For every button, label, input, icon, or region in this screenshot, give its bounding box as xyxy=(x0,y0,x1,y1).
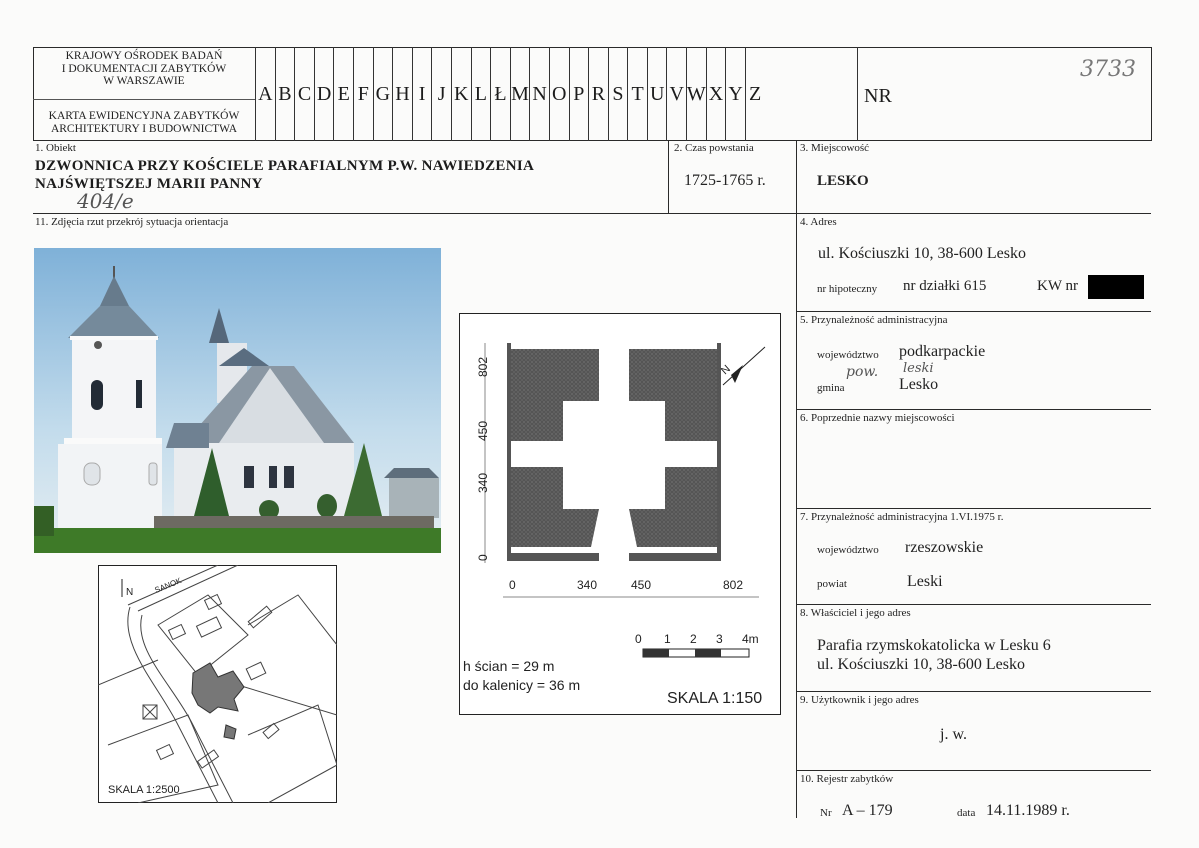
card-title: KARTA EWIDENCYJNA ZABYTKÓW ARCHITEKTURY I BUDOWNICTWA xyxy=(48,110,240,135)
site-plan xyxy=(98,565,337,803)
y-label-450: 450 xyxy=(476,420,490,441)
section-7-label: 7. Przynależność administracyjna 1.VI.1975 r. xyxy=(800,511,1004,523)
letter-cell: O xyxy=(549,47,569,141)
register-date-label: data xyxy=(957,807,976,819)
letter-cell: H xyxy=(392,47,412,141)
voivodeship-label: województwo xyxy=(817,349,879,361)
letter-cell: U xyxy=(647,47,667,141)
plan-scale: SKALA 1:150 xyxy=(667,690,763,707)
handwritten-object-number: 404/e xyxy=(77,189,134,213)
construction-date: 1725-1765 r. xyxy=(684,172,766,189)
owner-line-1: Parafia rzymskokatolicka w Lesku 6 xyxy=(817,637,1051,654)
section-11-label: 11. Zdjęcia rzut przekrój sytuacja orientacja xyxy=(35,216,229,228)
section-10-label: 10. Rejestr zabytków xyxy=(800,773,894,785)
institution-name: KRAJOWY OŚRODEK BADAŃ I DOKUMENTACJI ZABYTKÓW W WARSZAWIE xyxy=(61,50,227,87)
letter-cell: S xyxy=(608,47,628,141)
letter-cell: E xyxy=(333,47,353,141)
letter-cell: C xyxy=(294,47,314,141)
site-scale: SKALA 1:2500 xyxy=(108,784,180,796)
redaction-box xyxy=(1088,275,1144,299)
hipoteczny-label: nr hipoteczny xyxy=(817,283,878,295)
section-2-label: 2. Czas powstania xyxy=(674,142,754,154)
y-label-0: 0 xyxy=(476,554,490,561)
section-5-label: 5. Przynależność administracyjna xyxy=(800,314,948,326)
letter-cell: X xyxy=(706,47,726,141)
floor-plan xyxy=(459,313,781,715)
gmina: Lesko xyxy=(899,376,939,393)
letter-cell: K xyxy=(451,47,471,141)
letter-cell: W xyxy=(686,47,706,141)
scale-num-1: 1 xyxy=(664,632,671,646)
register-nr-label: Nr xyxy=(820,807,832,819)
section-3-label: 3. Miejscowość xyxy=(800,142,870,154)
section-4-label: 4. Adres xyxy=(800,216,837,228)
register-date: 14.11.1989 r. xyxy=(986,802,1070,819)
kw-label: KW nr xyxy=(1037,278,1078,294)
y-label-802: 802 xyxy=(476,356,490,377)
y-label-340: 340 xyxy=(476,472,490,493)
north-arrow-label: N xyxy=(126,587,134,598)
letter-index xyxy=(255,47,764,141)
letter-cell: V xyxy=(666,47,686,141)
letter-cell: L xyxy=(471,47,491,141)
plot-number: nr działki 615 xyxy=(903,278,987,294)
plan-north-label: N xyxy=(718,362,733,378)
letter-cell: A xyxy=(255,47,275,141)
register-nr: A – 179 xyxy=(842,802,893,819)
user: j. w. xyxy=(940,726,967,743)
powiat-label: powiat xyxy=(817,578,847,590)
gmina-label: gmina xyxy=(817,382,845,394)
letter-cell: T xyxy=(627,47,647,141)
letter-cell: I xyxy=(412,47,432,141)
section-6-label: 6. Poprzednie nazwy miejscowości xyxy=(800,412,955,424)
road-label: SANOK xyxy=(153,576,183,595)
object-title: DZWONNICA PRZY KOŚCIELE PARAFIALNYM P.W. NAWIEDZENIA NAJŚWIĘTSZEJ MARII PANNY xyxy=(35,158,535,192)
letter-cell: N xyxy=(529,47,549,141)
x-label-802: 802 xyxy=(723,578,744,592)
x-label-450: 450 xyxy=(631,578,652,592)
x-label-0: 0 xyxy=(509,578,516,592)
x-label-340: 340 xyxy=(577,578,598,592)
ridge-height: do kalenicy = 36 m xyxy=(463,677,581,693)
letter-cell: P xyxy=(569,47,589,141)
handwritten-number: 3733 xyxy=(1080,57,1136,82)
voivodeship: podkarpackie xyxy=(899,343,986,360)
letter-cell: Z xyxy=(745,47,765,141)
letter-cell: Ł xyxy=(490,47,510,141)
letter-cell: F xyxy=(353,47,373,141)
locality: LESKO xyxy=(817,173,869,189)
voivodeship-1975: rzeszowskie xyxy=(905,539,984,556)
scale-num-4: 4m xyxy=(742,632,759,646)
belfry-photo xyxy=(34,248,441,553)
voivodeship-1975-label: województwo xyxy=(817,544,879,556)
scale-num-3: 3 xyxy=(716,632,723,646)
letter-cell: B xyxy=(275,47,295,141)
owner-line-2: ul. Kościuszki 10, 38-600 Lesko xyxy=(817,656,1025,673)
wall-height: h ścian = 29 m xyxy=(463,658,555,674)
section-8-label: 8. Właściciel i jego adres xyxy=(800,607,911,619)
handwritten-powiat: pow. xyxy=(846,364,879,380)
powiat: Leski xyxy=(907,573,943,590)
scale-num-0: 0 xyxy=(635,632,642,646)
letter-cell: R xyxy=(588,47,608,141)
section-9-label: 9. Użytkownik i jego adres xyxy=(800,694,919,706)
scale-num-2: 2 xyxy=(690,632,697,646)
address: ul. Kościuszki 10, 38-600 Lesko xyxy=(818,245,1026,262)
nr-box xyxy=(857,47,1151,141)
letter-cell: G xyxy=(373,47,393,141)
handwritten-leski: leski xyxy=(903,361,934,376)
nr-label: NR xyxy=(864,85,892,107)
letter-cell: M xyxy=(510,47,530,141)
letter-cell: D xyxy=(314,47,334,141)
letter-cell: J xyxy=(431,47,451,141)
letter-cell: Y xyxy=(725,47,745,141)
section-1-label: 1. Obiekt xyxy=(35,142,76,154)
